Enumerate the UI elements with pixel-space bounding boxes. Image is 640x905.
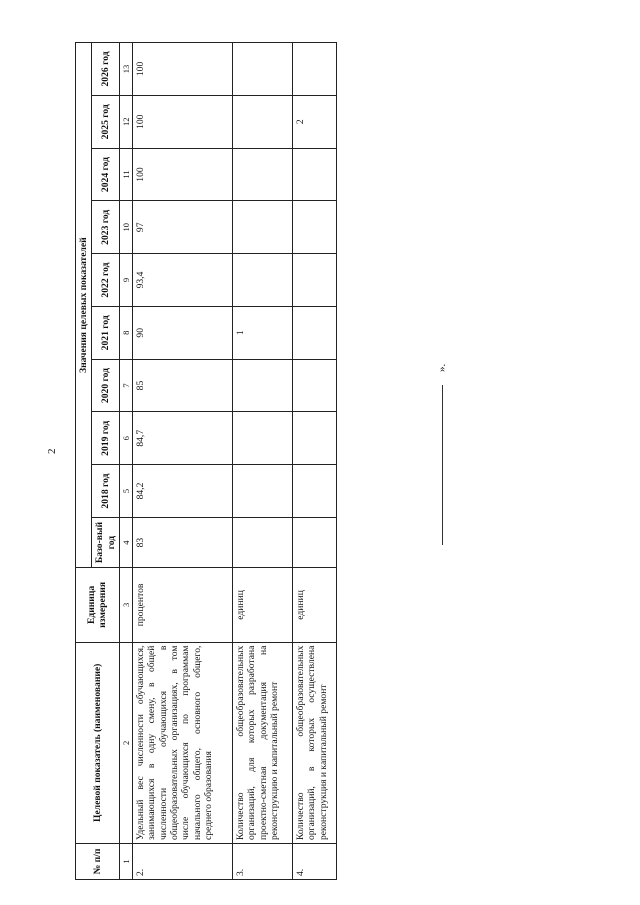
column-number-row (119, 43, 132, 880)
row-indicator: Удельный вес численности обучающихся, занимающихся в одну смену, в общей численности обучающихся в общеобразовательных организациях, в том числе обучающихся по программам начального общего, основного общего, среднего образования (132, 642, 232, 843)
column-number: 1 (119, 844, 132, 880)
row-value (232, 43, 292, 96)
row-value: 85 (132, 359, 232, 412)
row-value (292, 201, 336, 254)
row-value: 97 (132, 201, 232, 254)
column-number: 11 (119, 148, 132, 201)
header-indicator: Целевой показатель (наименование) (76, 642, 120, 843)
column-number: 3 (119, 568, 132, 642)
row-indicator: Количество общеобразовательных организаций, для которых разработана проектно-сметная документация на реконструкцию и капитальный ремонт (232, 642, 292, 843)
row-num: 3. (232, 844, 292, 880)
rotated-table-container (75, 42, 375, 880)
header-year: 2020 год (92, 359, 120, 412)
header-year: 2019 год (92, 412, 120, 465)
header-year: 2022 год (92, 254, 120, 307)
row-value: 90 (132, 306, 232, 359)
column-number: 5 (119, 465, 132, 518)
row-value: 100 (132, 43, 232, 96)
header-year: 2024 год (92, 148, 120, 201)
header-num: № п/п (76, 844, 120, 880)
row-unit: единиц (232, 568, 292, 642)
row-value: 1 (232, 306, 292, 359)
column-number: 9 (119, 254, 132, 307)
header-values-group: Значения целевых показателей (76, 43, 92, 568)
table-row (132, 43, 232, 880)
row-value (292, 43, 336, 96)
row-value (232, 517, 292, 567)
column-number: 2 (119, 642, 132, 843)
row-value: 83 (132, 517, 232, 567)
header-year: 2018 год (92, 465, 120, 518)
table-row (232, 43, 292, 880)
row-value (232, 412, 292, 465)
header-year: Базо-вый год (92, 517, 120, 567)
row-value: 84,7 (132, 412, 232, 465)
header-year: 2023 год (92, 201, 120, 254)
row-value (232, 95, 292, 148)
column-number: 4 (119, 517, 132, 567)
row-value (232, 254, 292, 307)
row-value: 84,2 (132, 465, 232, 518)
header-unit: Единица измерения (76, 568, 120, 642)
row-value (232, 359, 292, 412)
column-number: 7 (119, 359, 132, 412)
row-unit: единиц (292, 568, 336, 642)
column-number: 8 (119, 306, 132, 359)
row-value (292, 254, 336, 307)
row-value: 93,4 (132, 254, 232, 307)
table-row (292, 43, 336, 880)
column-number: 6 (119, 412, 132, 465)
row-value (232, 465, 292, 518)
header-year: 2026 год (92, 43, 120, 96)
row-value: 100 (132, 95, 232, 148)
target-indicators-table (75, 42, 337, 880)
row-value (292, 306, 336, 359)
row-value (232, 148, 292, 201)
row-num: 2. (132, 844, 232, 880)
column-number: 13 (119, 43, 132, 96)
row-indicator: Количество общеобразовательных организаций, в которых осуществлена реконструкция и капитальный ремонт (292, 642, 336, 843)
row-value (292, 517, 336, 567)
row-value (292, 359, 336, 412)
row-value (292, 148, 336, 201)
row-unit: процентов (132, 568, 232, 642)
row-value (292, 465, 336, 518)
column-number: 10 (119, 201, 132, 254)
row-value (232, 201, 292, 254)
row-num: 4. (292, 844, 336, 880)
column-number: 12 (119, 95, 132, 148)
page-number: 2 (46, 448, 58, 454)
closing-rule (442, 385, 443, 545)
header-year: 2021 год (92, 306, 120, 359)
header-year: 2025 год (92, 95, 120, 148)
row-value: 100 (132, 148, 232, 201)
row-value: 2 (292, 95, 336, 148)
closing-quote: ». (436, 363, 448, 372)
row-value (292, 412, 336, 465)
